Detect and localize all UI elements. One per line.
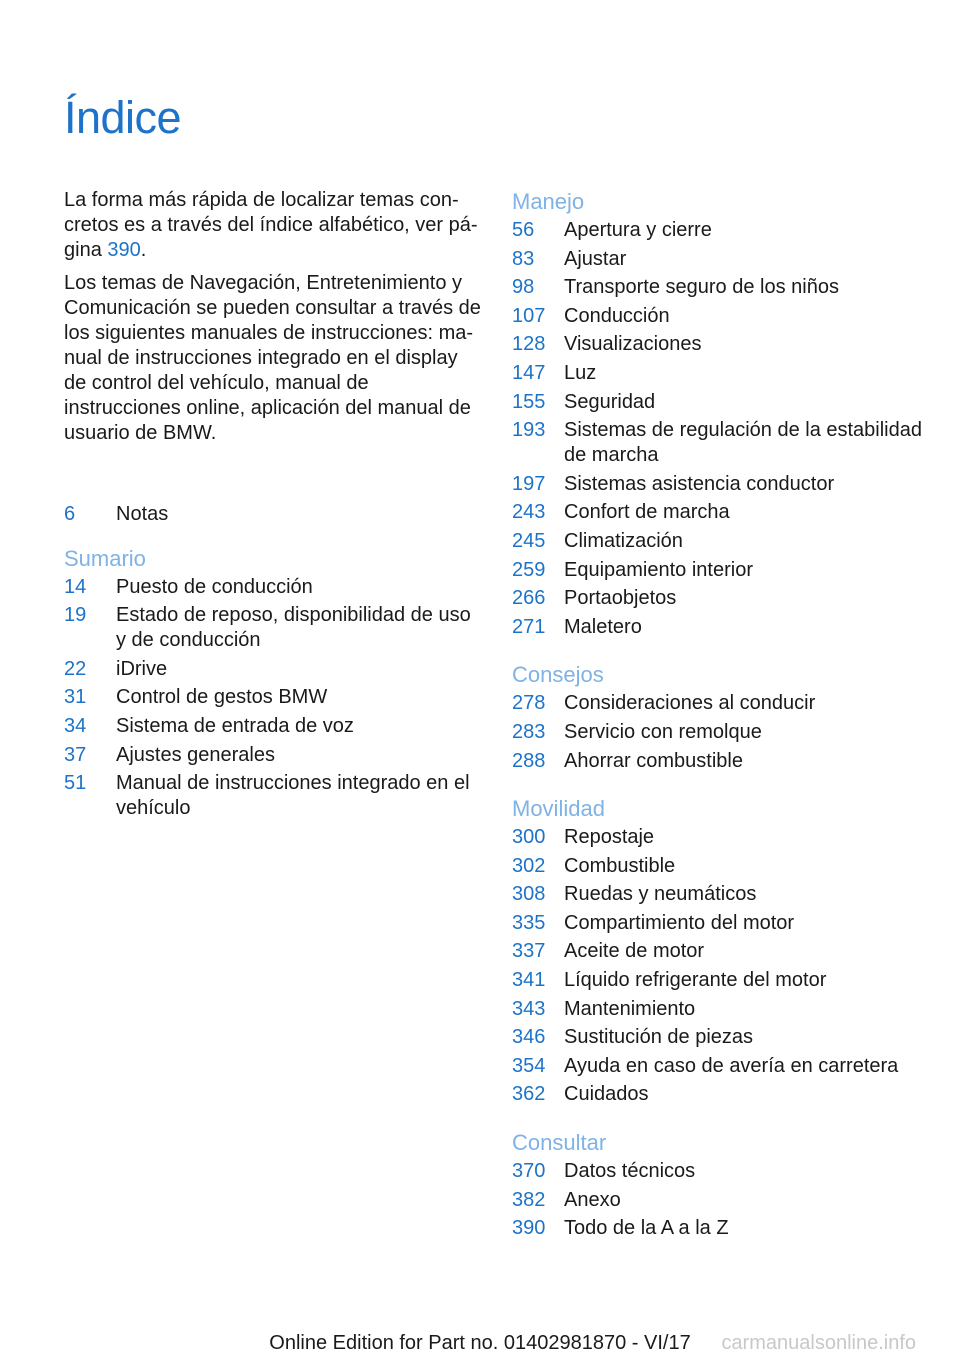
toc-entry-label[interactable]: Compartimiento del motor <box>564 911 795 934</box>
toc-page-number[interactable]: 278 <box>512 692 546 715</box>
toc-entry[interactable] <box>512 1082 932 1107</box>
toc-page-number[interactable]: 107 <box>512 304 546 327</box>
toc-entry-label[interactable]: Sistemas asistencia conductor <box>564 472 835 495</box>
intro-text-before-link: La forma más rápida de localizar temas con-cretos es a través del índice alfabético, ver pá-gina <box>64 189 478 261</box>
section-title: Consultar <box>512 1130 607 1156</box>
toc-entry[interactable] <box>512 1216 932 1241</box>
toc-entry[interactable] <box>512 1025 932 1050</box>
toc-page-number[interactable]: 34 <box>64 714 87 737</box>
toc-entry[interactable] <box>512 911 932 936</box>
toc-page-number[interactable]: 193 <box>512 419 546 442</box>
section-title: Movilidad <box>512 796 605 822</box>
toc-entry-label[interactable]: Repostaje <box>564 826 655 849</box>
toc-entry[interactable] <box>64 743 484 768</box>
toc-page-number[interactable]: 37 <box>64 743 87 766</box>
toc-entry-label[interactable]: Portaobjetos <box>564 587 677 610</box>
toc-entry-label[interactable]: Aceite de motor <box>564 940 705 963</box>
toc-entry-label[interactable]: Consideraciones al conducir <box>564 692 816 715</box>
toc-page-number[interactable]: 22 <box>64 657 87 680</box>
toc-page-number[interactable]: 390 <box>512 1217 546 1240</box>
toc-entry[interactable] <box>512 418 932 468</box>
toc-page-number[interactable]: 354 <box>512 1054 546 1077</box>
toc-entry-label[interactable]: Conducción <box>564 304 670 327</box>
intro-text-after-link: . <box>140 239 147 261</box>
toc-entry-label[interactable]: Visualizaciones <box>564 333 702 356</box>
toc-entry[interactable] <box>512 275 932 300</box>
toc-page-number[interactable]: 283 <box>512 720 546 743</box>
toc-entry[interactable] <box>64 771 484 821</box>
toc-entry-label[interactable]: Control de gestos BMW <box>116 686 328 709</box>
toc-entry[interactable] <box>512 332 932 357</box>
toc-entry[interactable] <box>64 575 484 600</box>
toc-entry-label[interactable]: Ajustar <box>564 247 627 270</box>
toc-entry[interactable] <box>512 720 932 745</box>
toc-entry-label[interactable]: Combustible <box>564 854 676 877</box>
toc-entry-label[interactable]: Sustitución de piezas <box>564 1026 754 1049</box>
section-title: Manejo <box>512 189 585 214</box>
toc-entry[interactable] <box>512 247 932 272</box>
intro-text <box>64 188 482 454</box>
toc-entry-label[interactable]: Sistema de entrada de voz <box>116 714 354 737</box>
toc-entry-label[interactable]: Líquido refrigerante del motor <box>564 969 827 992</box>
toc-entry-label[interactable]: Equipamiento interior <box>564 558 753 581</box>
toc-entry[interactable] <box>512 558 932 583</box>
toc-entry[interactable] <box>512 882 932 907</box>
toc-entry-label[interactable]: Notas <box>116 503 169 525</box>
toc-entry[interactable] <box>64 603 484 653</box>
toc-page-number[interactable]: 362 <box>512 1083 546 1106</box>
toc-entry[interactable] <box>512 586 932 611</box>
toc-entry-label[interactable]: Apertura y cierre <box>564 219 712 241</box>
toc-entry[interactable] <box>512 304 932 329</box>
toc-entry-label[interactable]: Ruedas y neumáticos <box>564 883 757 906</box>
toc-entry[interactable] <box>64 714 484 739</box>
toc-entry[interactable] <box>512 749 932 774</box>
toc-entry-label[interactable]: Puesto de conducción <box>116 575 313 598</box>
toc-page-number[interactable]: 31 <box>64 686 87 709</box>
toc-entry[interactable] <box>512 218 932 243</box>
toc-entry-label[interactable]: Maletero <box>564 615 642 638</box>
toc-entry-label[interactable]: Cuidados <box>564 1083 649 1106</box>
footer-edition: Online Edition for Part no. 01402981870 - VI/17 <box>269 1332 691 1354</box>
toc-entry-label[interactable]: Luz <box>564 361 597 384</box>
toc-page-number[interactable]: 346 <box>512 1026 546 1049</box>
toc-page-number[interactable]: 19 <box>64 604 87 627</box>
toc-entry[interactable] <box>512 1054 932 1079</box>
toc-entry-label[interactable]: Ayuda en caso de avería en carretera <box>564 1054 899 1077</box>
toc-entry-label[interactable]: Confort de marcha <box>564 501 730 524</box>
toc-right-column <box>512 188 932 1245</box>
toc-page-number[interactable]: 14 <box>64 575 87 598</box>
toc-entry[interactable] <box>512 968 932 993</box>
toc-entry[interactable] <box>64 685 484 710</box>
toc-page-number[interactable]: 335 <box>512 911 546 934</box>
toc-entry[interactable] <box>512 825 932 850</box>
toc-entry[interactable] <box>512 390 932 415</box>
toc-page-number[interactable]: 83 <box>512 247 535 270</box>
toc-entry[interactable] <box>512 472 932 497</box>
toc-entry[interactable] <box>512 1159 932 1184</box>
toc-page-number[interactable]: 266 <box>512 587 546 610</box>
toc-entry[interactable] <box>512 1188 932 1213</box>
toc-page-number[interactable]: 51 <box>64 772 87 795</box>
toc-page-number[interactable]: 245 <box>512 529 546 552</box>
toc-page-number[interactable]: 370 <box>512 1160 546 1183</box>
toc-entry-label[interactable]: Servicio con remolque <box>564 720 762 743</box>
toc-entry-label[interactable]: Todo de la A a la Z <box>564 1217 729 1240</box>
toc-page-number[interactable]: 308 <box>512 883 546 906</box>
toc-page-number[interactable]: 382 <box>512 1188 546 1211</box>
toc-entry[interactable] <box>512 997 932 1022</box>
toc-left-column <box>64 502 484 825</box>
toc-entry-label[interactable]: Climatización <box>564 529 683 552</box>
toc-page-number[interactable]: 259 <box>512 558 546 581</box>
toc-entry-label[interactable]: Estado de reposo, disponibilidad de uso y de conducción <box>116 604 471 652</box>
toc-entry-label[interactable]: Mantenimiento <box>564 997 696 1020</box>
toc-page-number[interactable]: 337 <box>512 940 546 963</box>
toc-entry[interactable] <box>512 854 932 879</box>
toc-entry-label[interactable]: Datos técnicos <box>564 1160 696 1183</box>
toc-entry-label[interactable]: Ajustes generales <box>116 743 275 766</box>
toc-page-number[interactable]: 302 <box>512 854 546 877</box>
toc-page-number[interactable]: 271 <box>512 615 546 638</box>
toc-page-number[interactable]: 288 <box>512 749 546 772</box>
page-title: Índice <box>64 92 182 143</box>
intro-paragraph-1 <box>64 188 482 263</box>
toc-page-number[interactable]: 341 <box>512 969 546 992</box>
toc-page-number[interactable]: 197 <box>512 472 546 495</box>
toc-entry-label[interactable]: Ahorrar combustible <box>564 749 743 772</box>
toc-entry[interactable] <box>512 939 932 964</box>
toc-entry[interactable] <box>512 691 932 716</box>
toc-page-number[interactable]: 128 <box>512 333 546 356</box>
watermark-logo: carmanualsonline.info <box>721 1332 916 1354</box>
toc-page-number[interactable]: 6 <box>64 503 76 525</box>
toc-entry-label[interactable]: Sistemas de regulación de la estabilidad de marcha <box>564 419 922 467</box>
toc-page-number[interactable]: 155 <box>512 390 546 413</box>
section-title: Sumario <box>64 545 146 571</box>
toc-entry-notas[interactable] <box>64 502 484 527</box>
toc-entry[interactable] <box>512 529 932 554</box>
toc-entry-label[interactable]: Anexo <box>564 1188 621 1211</box>
toc-entry[interactable] <box>512 500 932 525</box>
toc-page-number[interactable]: 147 <box>512 361 546 384</box>
toc-entry-label[interactable]: Manual de instrucciones integrado en el vehículo <box>116 772 470 820</box>
section-title: Consejos <box>512 662 604 688</box>
toc-entry-label[interactable]: iDrive <box>116 657 168 680</box>
toc-entry[interactable] <box>64 657 484 682</box>
toc-page-number[interactable]: 56 <box>512 219 535 241</box>
toc-entry[interactable] <box>512 615 932 640</box>
toc-entry-label[interactable]: Transporte seguro de los niños <box>564 276 839 299</box>
intro-paragraph-2: Los temas de Navegación, Entretenimiento y Comunicación se pueden consultar a través de los siguientes manuales de instrucciones: ma-nual de instrucciones integrado en el display de control del vehículo, manual de instrucciones online, aplicación del manual de usuario de BMW. <box>64 272 481 444</box>
toc-page-number[interactable]: 243 <box>512 501 546 524</box>
toc-page-number[interactable]: 343 <box>512 997 546 1020</box>
toc-page-number[interactable]: 300 <box>512 826 546 849</box>
toc-page-number[interactable]: 98 <box>512 276 535 299</box>
index-page-link[interactable]: 390 <box>107 239 141 261</box>
toc-entry[interactable] <box>512 361 932 386</box>
toc-entry-label[interactable]: Seguridad <box>564 390 656 413</box>
